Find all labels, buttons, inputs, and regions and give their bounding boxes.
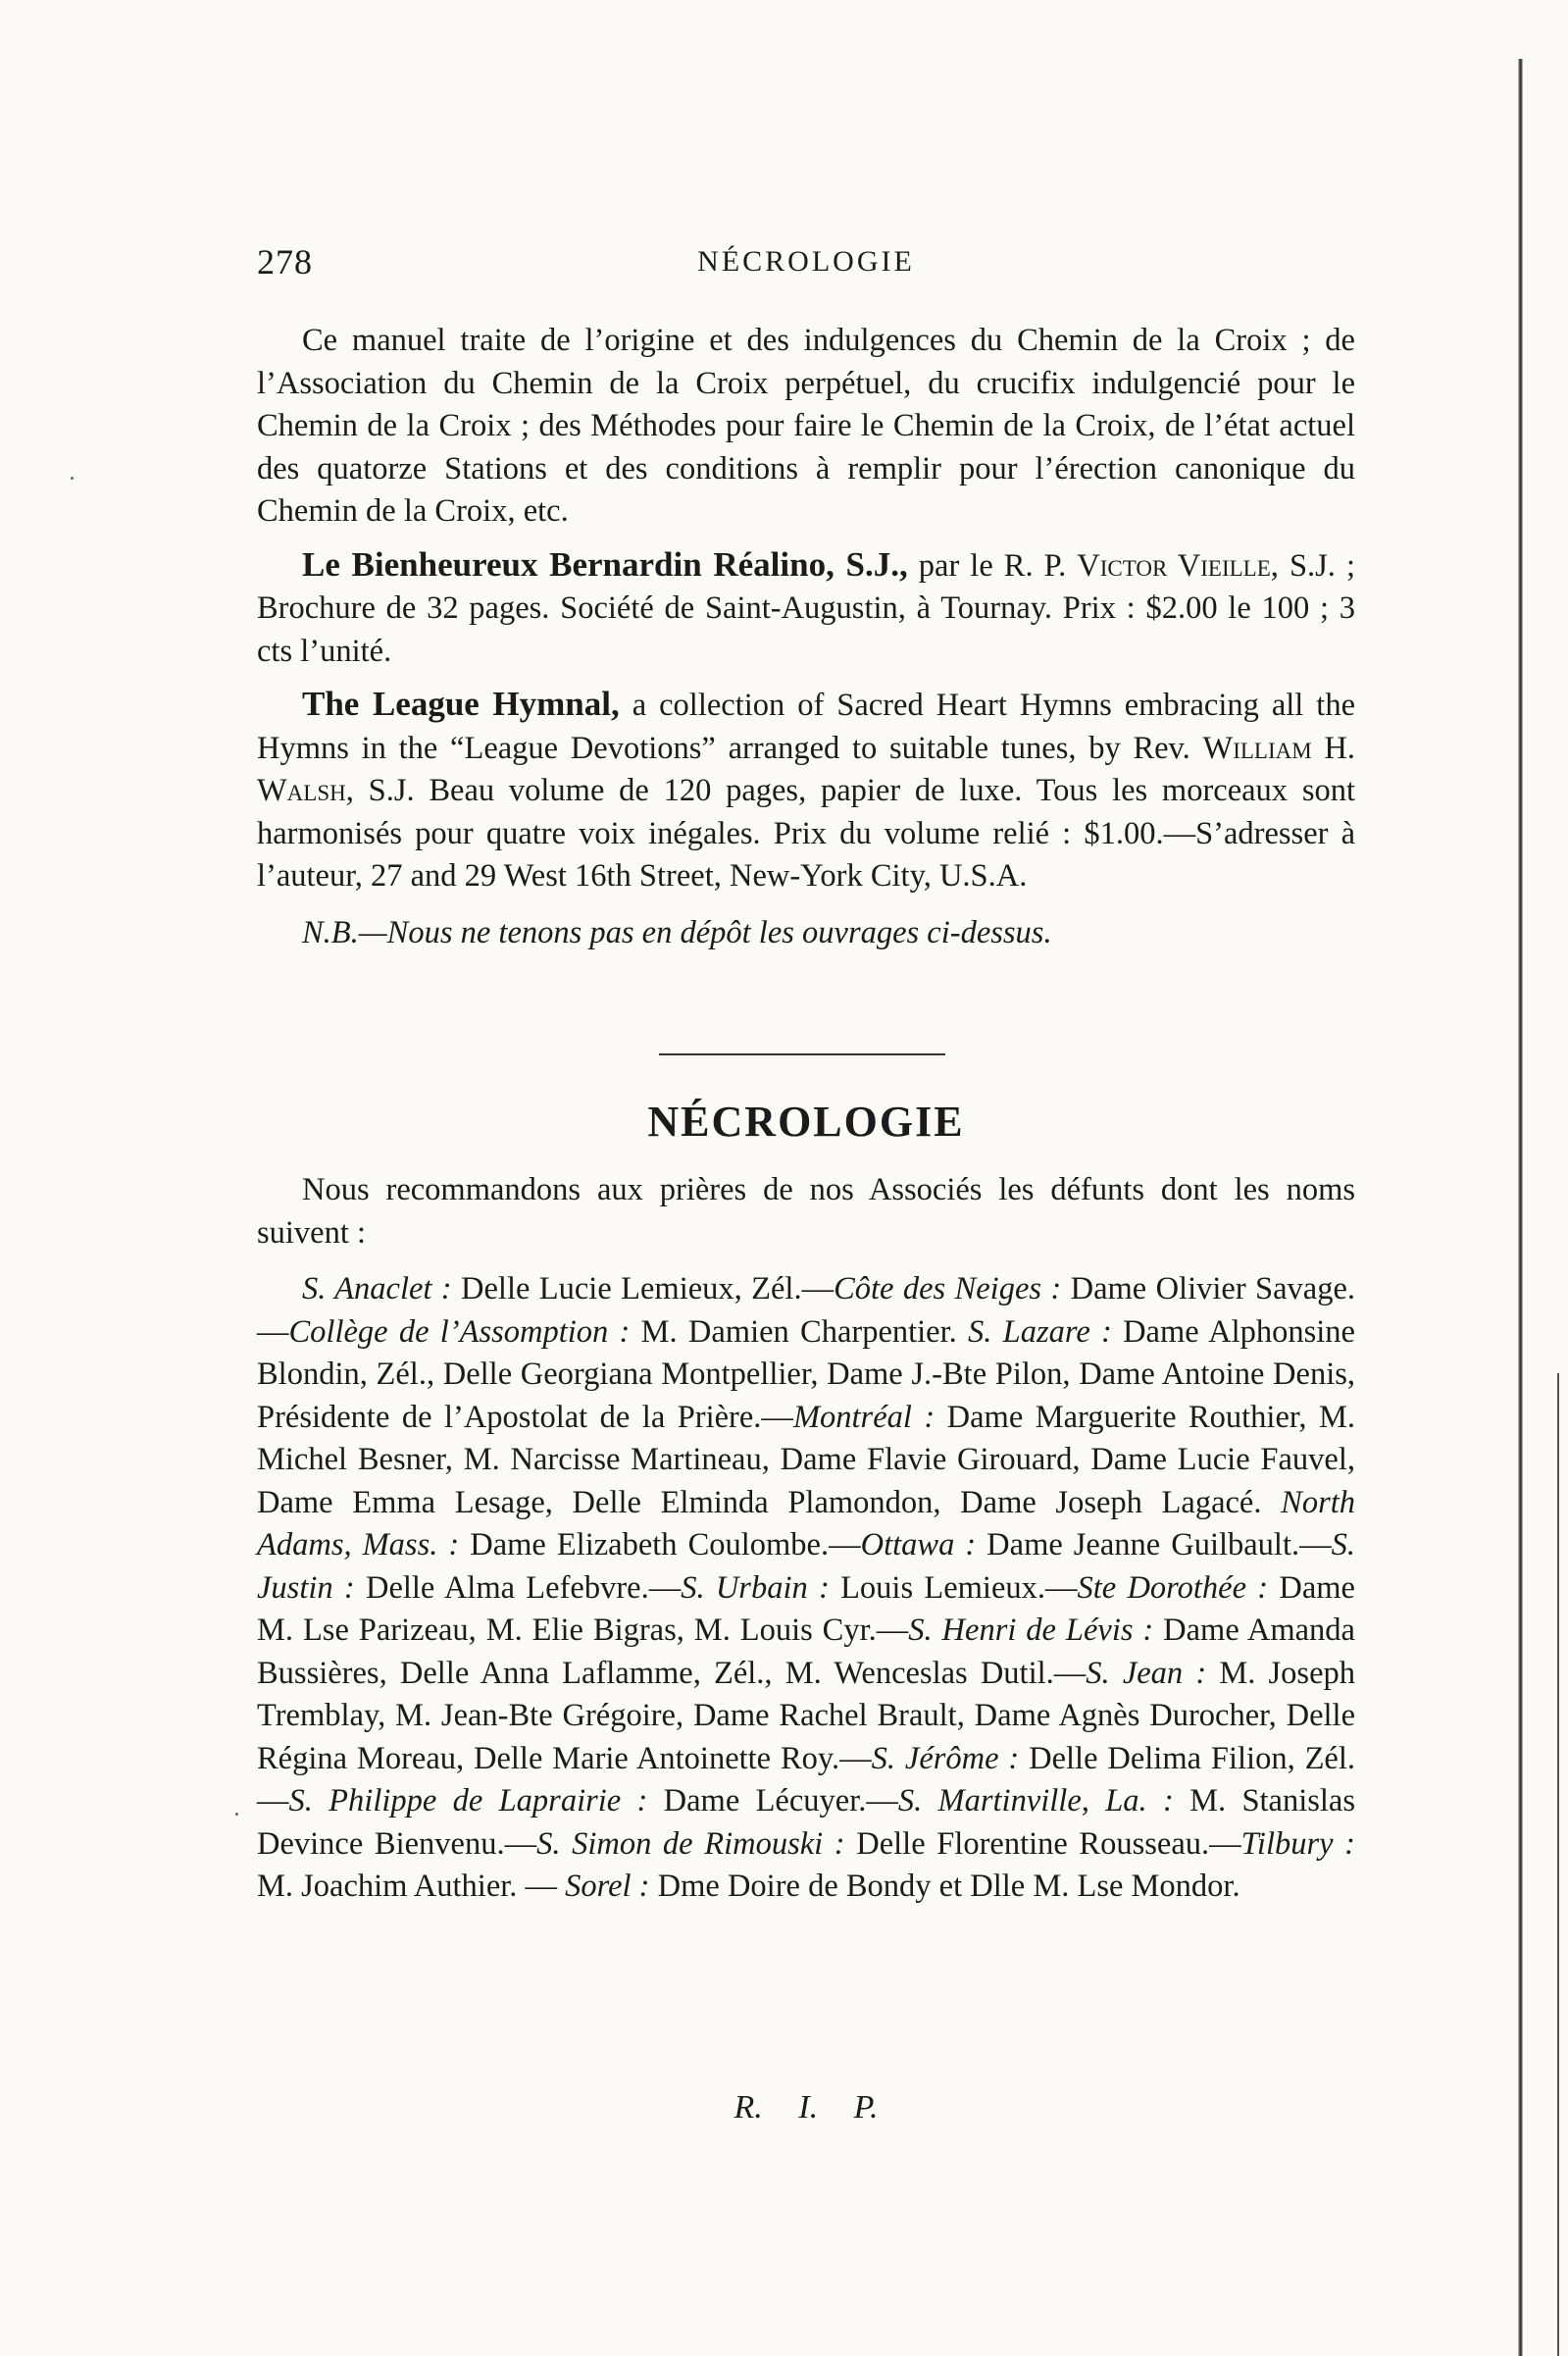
binding-edge-shadow (1518, 59, 1523, 2356)
obituary-names: Louis Lemieux.— (829, 1569, 1078, 1606)
obituary-names: Dme Doire de Bondy et Dlle M. Lse Mondor. (649, 1869, 1240, 1904)
realino-notice (257, 543, 1355, 674)
obituary-place: Tilbury : (1240, 1825, 1355, 1862)
obituary-place: S. Anaclet : (302, 1271, 452, 1306)
obituary-names: Dame Jeanne Guilbault.— (976, 1527, 1332, 1562)
necrology-body (257, 1169, 1355, 1909)
section-divider (659, 1053, 945, 1055)
obituary-place: Côte des Neiges : (834, 1271, 1062, 1306)
obituary-place: S. Jean : (1086, 1655, 1207, 1691)
hymnal-title: The League Hymnal, (302, 685, 620, 723)
obituary-place: S. Lazare : (968, 1313, 1112, 1350)
obituary-names: Dame Marguerite Routhier, M. Michel Besner, M. Narcisse Martineau, Dame Flavie Girouard, Dame Lucie Fauvel, Dame Emma Lesage, Delle Elminda Plamondon, Dame Joseph Lagacé. (257, 1399, 1355, 1520)
obituary-names: M. Joachim Authier. — (257, 1869, 566, 1904)
hymnal-notice (257, 683, 1355, 898)
obituary-place: S. Henri de Lévis : (908, 1613, 1154, 1648)
page-number: 278 (257, 242, 313, 282)
section-title: NÉCROLOGIE (647, 1098, 965, 1146)
obituary-list (257, 1268, 1355, 1909)
obituary-names: Dame Lécuyer.— (647, 1783, 898, 1818)
obituary-names: Delle Florentine Rousseau.— (844, 1825, 1241, 1862)
realino-author: Victor Vieille (1077, 547, 1271, 584)
obituary-names: Dame Amanda Bussières, Delle Anna Laflamme, Zél., M. Wenceslas Dutil.— (257, 1613, 1355, 1691)
obituary-names: Dame Alphonsine Blondin, Zél., Delle Georgiana Montpellier, Dame J.-Bte Pilon, Dame Antoine Denis, Présidente de l’Apostolat de la Prière.— (257, 1313, 1355, 1435)
running-title: NÉCROLOGIE (697, 245, 915, 278)
hymnal-text-1: a collection of Sacred Heart Hymns embracing all the Hymns in the “League Devotions” arranged to suitable tunes, by Rev. (257, 688, 1356, 766)
closing-rip: R. I. P. (733, 2089, 879, 2126)
obituary-names: Delle Alma Lefebvre.— (354, 1569, 682, 1606)
realino-par: par le R. P. (907, 547, 1078, 584)
obituary-place: S. Simon de Rimouski : (536, 1825, 845, 1862)
hymnal-author: William H. Walsh (257, 730, 1356, 808)
page-edge-line (1557, 1373, 1559, 2356)
book-notices (257, 320, 1355, 954)
obituary-place: S. Philippe de Laprairie : (288, 1783, 648, 1818)
obituary-place: S. Martinville, La. : (897, 1783, 1174, 1818)
obituary-names: M. Damien Charpentier. (630, 1313, 969, 1350)
realino-title: Le Bienheureux Bernardin Réalino, S.J., (302, 544, 908, 584)
obituary-names: Dame M. Lse Parizeau, M. Elie Bigras, M. Louis Cyr.— (257, 1569, 1355, 1648)
obituary-names: Dame Elizabeth Coulombe.— (459, 1527, 861, 1562)
realino-details: , S.J. ; Brochure de 32 pages. Société de Saint-Augustin, à Tournay. Prix : $2.00 le 100 ; 3 cts l’unité. (257, 547, 1355, 669)
hymnal-text-2: , S.J. Beau volume de 120 pages, papier de luxe. Tous les morceaux sont harmonisés pour quatre voix inégales. Prix du volume relié : $1.00.—S’adresser à l’auteur, 27 and 29 West 16th Street, New-York City, U.S.A. (257, 773, 1355, 894)
scan-speck (71, 477, 74, 480)
obituary-names: M. Stanislas Devince Bienvenu.— (257, 1783, 1356, 1862)
obituary-place: North Adams, Mass. : (257, 1484, 1355, 1562)
obituary-place: S. Urbain : (681, 1569, 830, 1606)
obituary-names: Delle Delima Filion, Zél.— (257, 1740, 1356, 1818)
page-header (257, 241, 1355, 284)
obituary-place: S. Justin : (257, 1527, 1355, 1606)
obituary-place: Collège de l’Assomption : (288, 1313, 631, 1350)
obituary-place: Sorel : (565, 1869, 650, 1904)
nb-note: N.B.—Nous ne tenons pas en dépôt les ouvrages ci-dessus. (302, 914, 1052, 950)
obituary-place: Ottawa : (860, 1527, 977, 1562)
obituary-place: Montréal : (792, 1399, 936, 1435)
obituary-place: Ste Dorothée : (1077, 1569, 1269, 1606)
necrology-intro: Nous recommandons aux prières de nos Associés les défunts dont les noms suivent : (257, 1172, 1355, 1251)
obituary-names: M. Joseph Tremblay, M. Jean-Bte Grégoire, Dame Rachel Brault, Dame Agnès Durocher, Delle Régina Moreau, Delle Marie Antoinette Roy.— (257, 1655, 1355, 1776)
scan-speck (235, 1813, 238, 1816)
obituary-names: Delle Lucie Lemieux, Zél.— (451, 1271, 835, 1306)
obituary-place: S. Jérôme : (871, 1740, 1020, 1776)
manual-paragraph: Ce manuel traite de l’origine et des indulgences du Chemin de la Croix ; de l’Association du Chemin de la Croix perpétuel, du crucifix indulgencié pour le Chemin de la Croix ; des Méthodes pour faire le Chemin de la Croix, de l’état actuel des quatorze Stations et des conditions à remplir pour l’érection canonique du Chemin de la Croix, etc. (257, 323, 1355, 529)
obituary-names: Dame Olivier Savage.— (257, 1271, 1355, 1350)
